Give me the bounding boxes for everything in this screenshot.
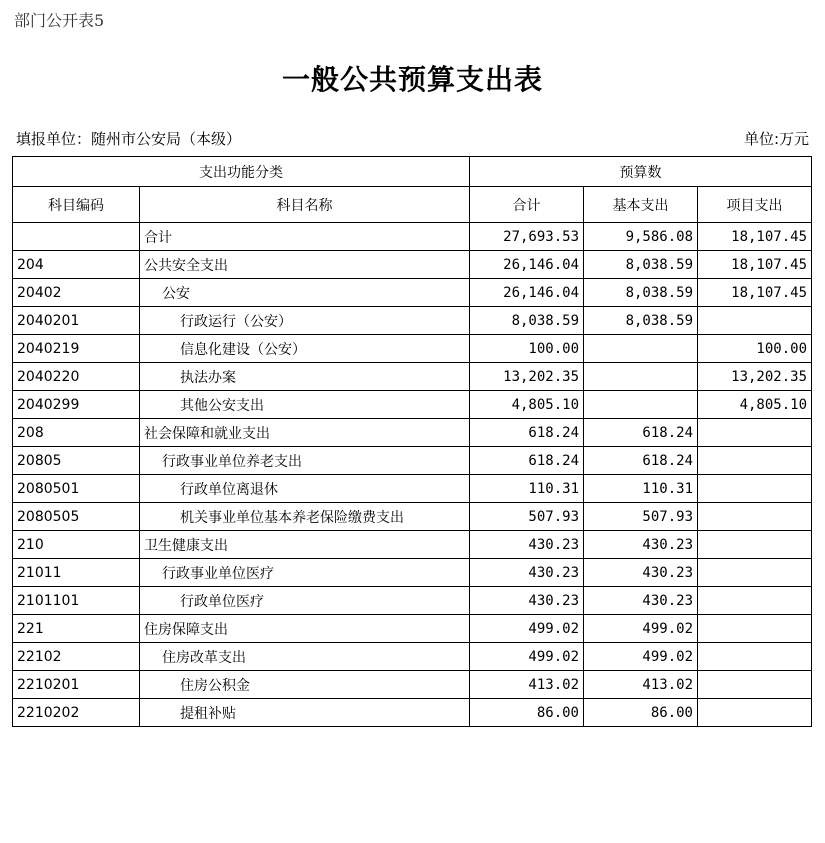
header-column-row (13, 187, 812, 223)
cell-total: 507.93 (470, 503, 584, 531)
budget-table (12, 156, 812, 727)
cell-basic: 413.02 (584, 671, 698, 699)
cell-code: 2210202 (13, 699, 140, 727)
page-title: 一般公共预算支出表 (281, 63, 543, 96)
cell-project (698, 531, 812, 559)
cell-project (698, 559, 812, 587)
cell-total: 13,202.35 (470, 363, 584, 391)
cell-code: 204 (13, 251, 140, 279)
cell-name: 住房保障支出 (140, 615, 470, 643)
cell-name: 行政单位医疗 (140, 587, 470, 615)
header-code: 科目编码 (13, 187, 140, 223)
cell-basic (584, 363, 698, 391)
cell-total: 27,693.53 (470, 223, 584, 251)
table-row (13, 223, 812, 251)
header-basic: 基本支出 (584, 187, 698, 223)
table-row (13, 643, 812, 671)
cell-total: 100.00 (470, 335, 584, 363)
cell-project (698, 447, 812, 475)
cell-total: 618.24 (470, 419, 584, 447)
document-label: 部门公开表5 (14, 11, 105, 30)
cell-name: 行政单位离退休 (140, 475, 470, 503)
table-row (13, 335, 812, 363)
cell-basic: 430.23 (584, 587, 698, 615)
cell-name: 卫生健康支出 (140, 531, 470, 559)
cell-project: 18,107.45 (698, 279, 812, 307)
cell-code: 22102 (13, 643, 140, 671)
cell-code (13, 223, 140, 251)
cell-name: 机关事业单位基本养老保险缴费支出 (140, 503, 470, 531)
header-name: 科目名称 (140, 187, 470, 223)
cell-basic (584, 391, 698, 419)
cell-name: 住房公积金 (140, 671, 470, 699)
cell-total: 430.23 (470, 559, 584, 587)
cell-total: 430.23 (470, 531, 584, 559)
table-row (13, 447, 812, 475)
header-function-classification: 支出功能分类 (13, 157, 470, 187)
cell-basic: 430.23 (584, 531, 698, 559)
cell-code: 2080505 (13, 503, 140, 531)
table-row (13, 475, 812, 503)
cell-project: 18,107.45 (698, 251, 812, 279)
table-row (13, 419, 812, 447)
cell-code: 2080501 (13, 475, 140, 503)
cell-name: 公安 (140, 279, 470, 307)
table-row (13, 587, 812, 615)
cell-name: 合计 (140, 223, 470, 251)
cell-project (698, 671, 812, 699)
cell-code: 2040219 (13, 335, 140, 363)
table-row (13, 671, 812, 699)
cell-name: 行政运行（公安） (140, 307, 470, 335)
header-total: 合计 (470, 187, 584, 223)
cell-name: 公共安全支出 (140, 251, 470, 279)
cell-basic: 8,038.59 (584, 307, 698, 335)
cell-basic: 618.24 (584, 419, 698, 447)
cell-name: 行政事业单位养老支出 (140, 447, 470, 475)
table-body (13, 223, 812, 727)
cell-basic: 430.23 (584, 559, 698, 587)
cell-name: 住房改革支出 (140, 643, 470, 671)
cell-total: 4,805.10 (470, 391, 584, 419)
cell-name: 信息化建设（公安） (140, 335, 470, 363)
cell-code: 2210201 (13, 671, 140, 699)
cell-project: 100.00 (698, 335, 812, 363)
cell-basic: 499.02 (584, 615, 698, 643)
table-row (13, 531, 812, 559)
cell-basic: 9,586.08 (584, 223, 698, 251)
cell-code: 208 (13, 419, 140, 447)
cell-project (698, 475, 812, 503)
cell-total: 8,038.59 (470, 307, 584, 335)
table-row (13, 559, 812, 587)
cell-total: 26,146.04 (470, 279, 584, 307)
cell-code: 2040299 (13, 391, 140, 419)
cell-name: 行政事业单位医疗 (140, 559, 470, 587)
currency-unit: 单位:万元 (743, 130, 809, 148)
cell-name: 其他公安支出 (140, 391, 470, 419)
cell-code: 221 (13, 615, 140, 643)
cell-code: 2101101 (13, 587, 140, 615)
cell-code: 20402 (13, 279, 140, 307)
table-row (13, 279, 812, 307)
cell-code: 20805 (13, 447, 140, 475)
cell-total: 499.02 (470, 615, 584, 643)
cell-name: 执法办案 (140, 363, 470, 391)
cell-project (698, 419, 812, 447)
cell-basic: 618.24 (584, 447, 698, 475)
table-row (13, 307, 812, 335)
cell-project (698, 307, 812, 335)
cell-code: 2040201 (13, 307, 140, 335)
cell-total: 499.02 (470, 643, 584, 671)
cell-code: 2040220 (13, 363, 140, 391)
cell-basic: 507.93 (584, 503, 698, 531)
header-group-row (13, 157, 812, 187)
cell-total: 413.02 (470, 671, 584, 699)
cell-basic: 86.00 (584, 699, 698, 727)
table-row (13, 363, 812, 391)
cell-code: 210 (13, 531, 140, 559)
cell-project (698, 643, 812, 671)
cell-total: 86.00 (470, 699, 584, 727)
table-row (13, 391, 812, 419)
cell-name: 社会保障和就业支出 (140, 419, 470, 447)
cell-project (698, 699, 812, 727)
cell-total: 430.23 (470, 587, 584, 615)
cell-basic: 8,038.59 (584, 251, 698, 279)
table-row (13, 699, 812, 727)
header-project: 项目支出 (698, 187, 812, 223)
cell-code: 21011 (13, 559, 140, 587)
header-budget-amount: 预算数 (470, 157, 812, 187)
meta-row (14, 128, 811, 148)
table-row (13, 615, 812, 643)
cell-basic: 499.02 (584, 643, 698, 671)
cell-project (698, 615, 812, 643)
table-row (13, 503, 812, 531)
cell-project (698, 503, 812, 531)
cell-total: 26,146.04 (470, 251, 584, 279)
cell-basic: 110.31 (584, 475, 698, 503)
cell-total: 618.24 (470, 447, 584, 475)
cell-name: 提租补贴 (140, 699, 470, 727)
cell-project (698, 587, 812, 615)
reporting-unit: 填报单位：随州市公安局（本级） (16, 130, 242, 148)
table-row (13, 251, 812, 279)
cell-project: 18,107.45 (698, 223, 812, 251)
cell-project: 13,202.35 (698, 363, 812, 391)
cell-basic (584, 335, 698, 363)
cell-basic: 8,038.59 (584, 279, 698, 307)
cell-project: 4,805.10 (698, 391, 812, 419)
cell-total: 110.31 (470, 475, 584, 503)
